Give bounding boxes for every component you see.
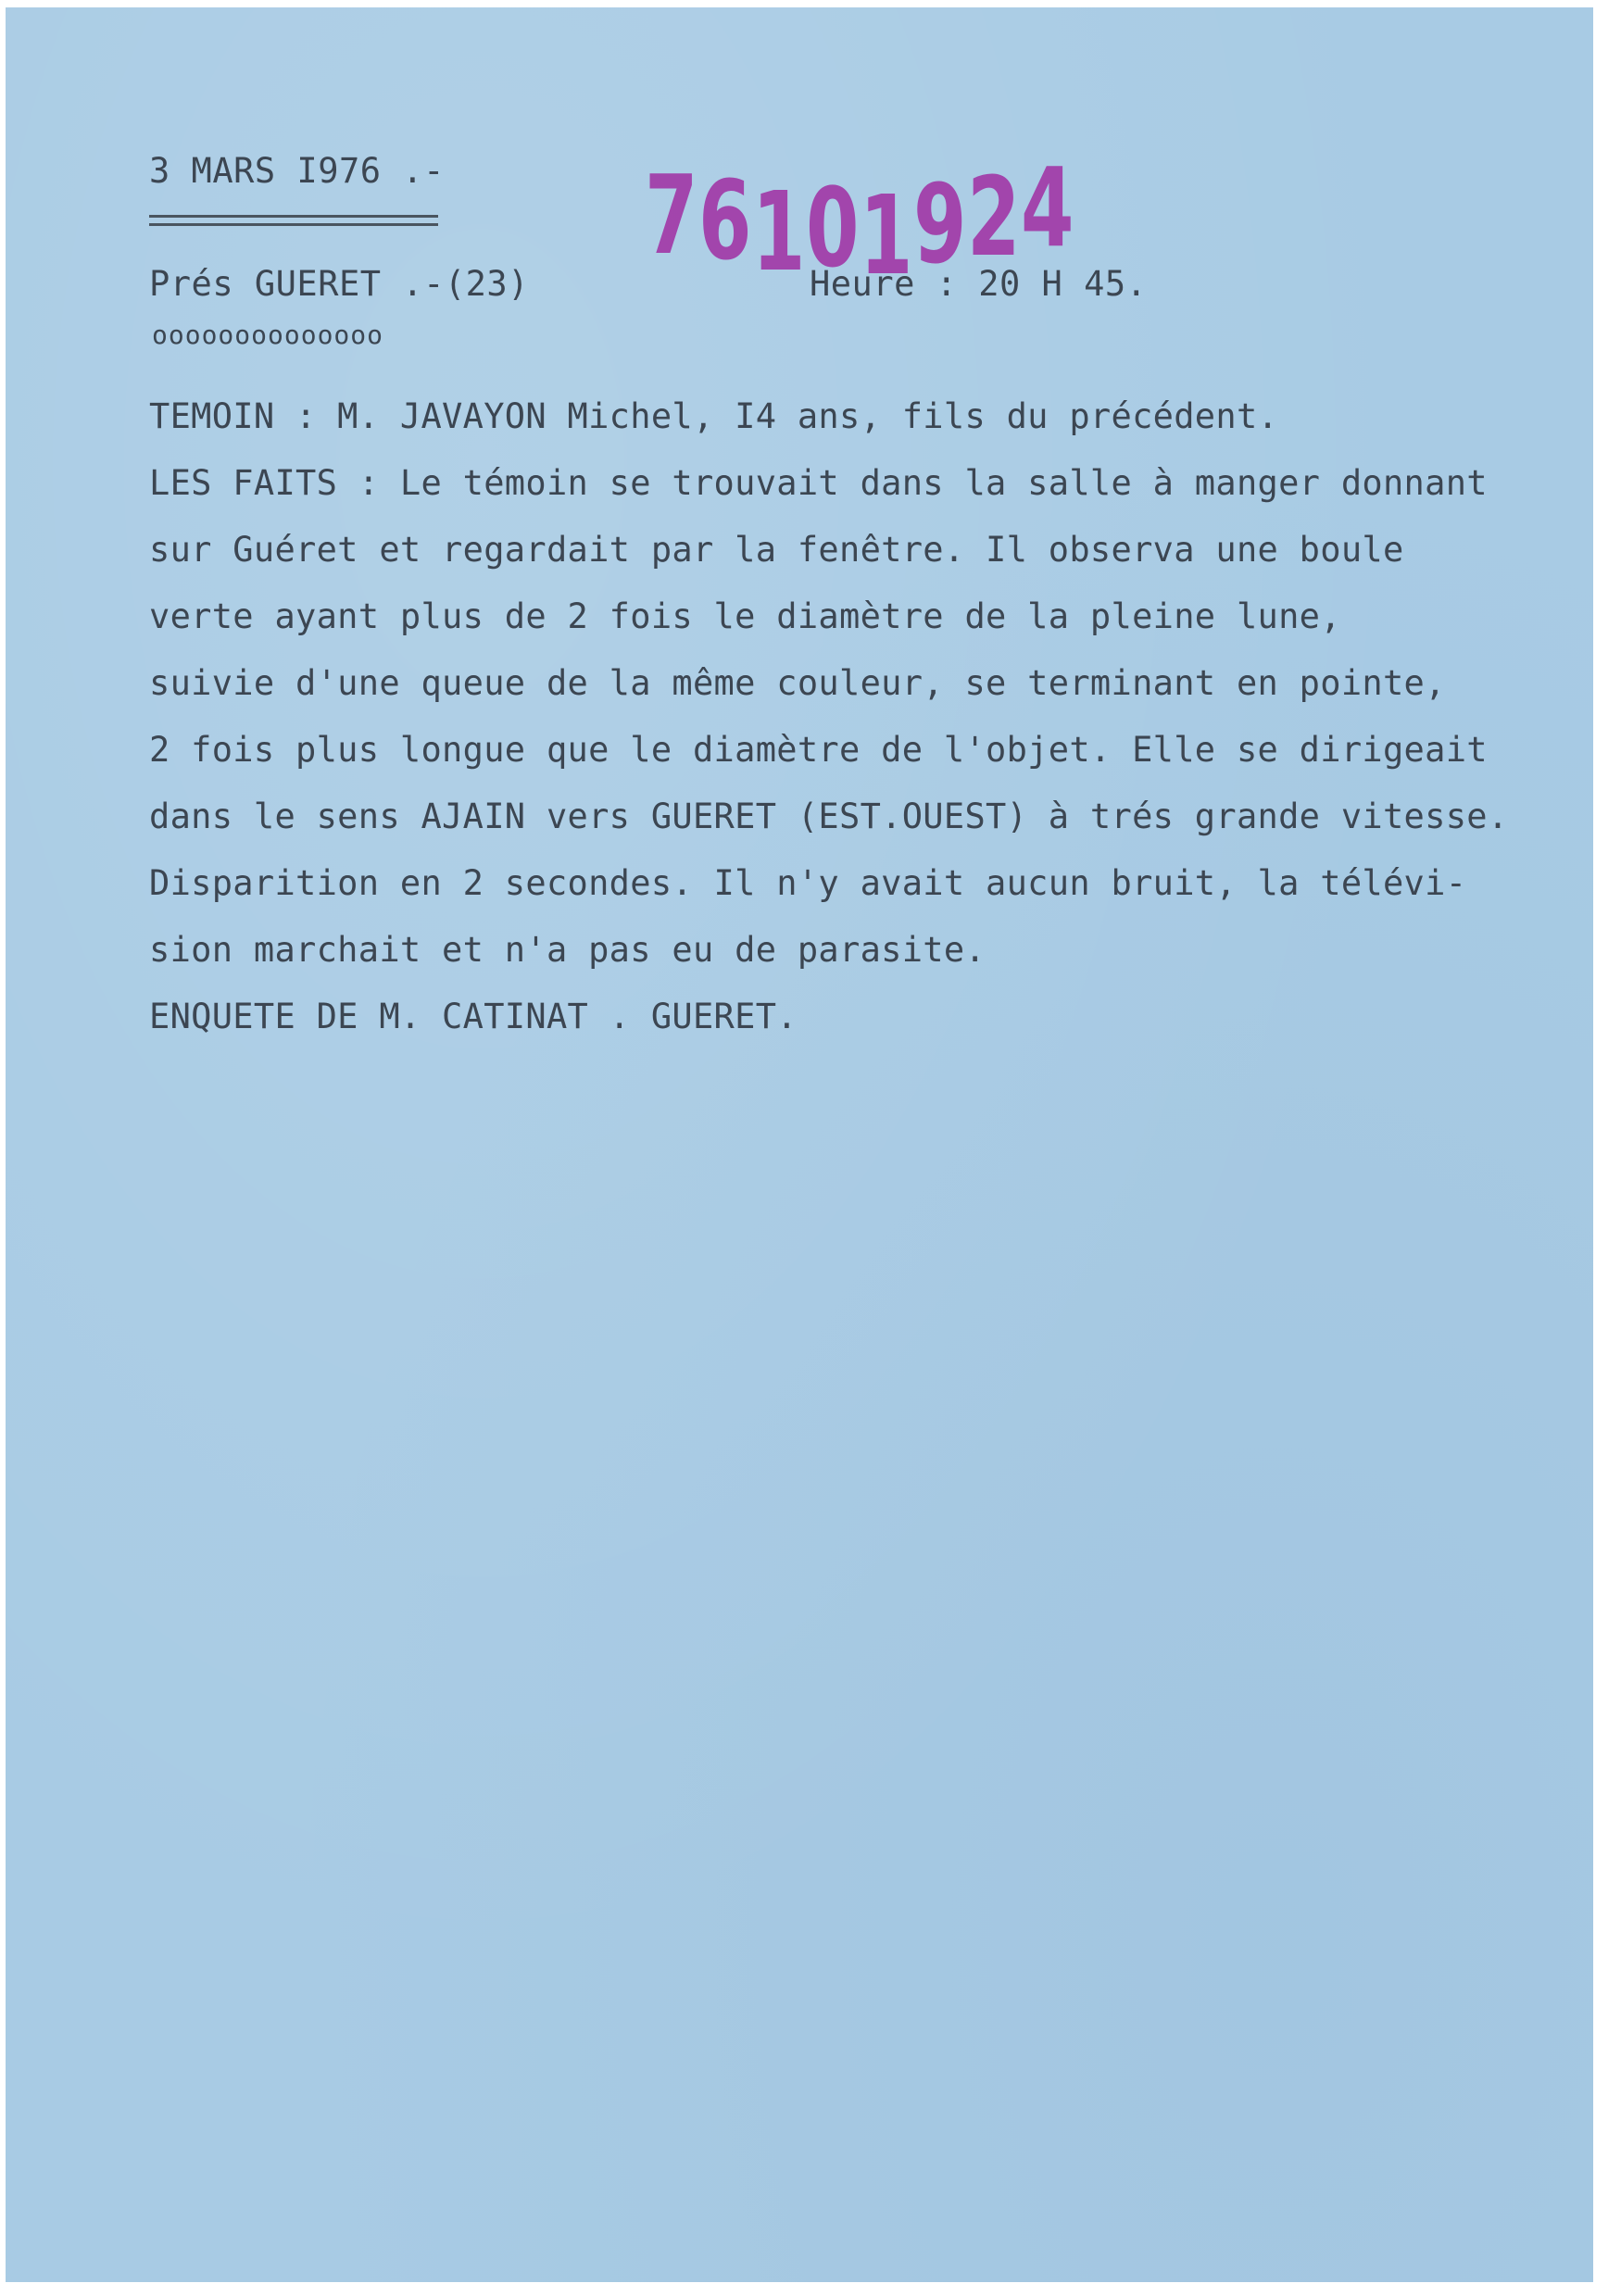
report-time: Heure : 20 H 45. [810,264,1148,304]
stamp-digit: 6 [698,157,752,284]
stamp-digit: 1 [752,168,806,295]
stamp-digit: 0 [806,164,860,292]
body-line: sion marchait et n'a pas eu de parasite. [149,930,986,970]
stamp-digit: 4 [1021,144,1074,271]
document-sheet [6,7,1593,2282]
body-line: dans le sens AJAIN vers GUERET (EST.OUEST) à trés grande vitesse. [149,797,1509,836]
stamp-digit: 9 [913,160,967,288]
investigation-line: ENQUETE DE M. CATINAT . GUERET. [149,997,798,1036]
stamp-digit: 7 [645,151,698,279]
stamp-digit: 1 [860,171,913,299]
stamp-digit: 2 [967,153,1021,281]
body-line: Disparition en 2 secondes. Il n'y avait aucun bruit, la télévi- [149,863,1467,903]
witness-line: TEMOIN : M. JAVAYON Michel, I4 ans, fils du précédent. [149,396,1279,436]
body-line: 2 fois plus longue que le diamètre de l'objet. Elle se dirigeait [149,730,1488,770]
report-place: Prés GUERET .-(23) [149,264,529,304]
body-line: LES FAITS : Le témoin se trouvait dans la salle à manger donnant [149,463,1488,503]
double-underline [149,215,438,226]
report-date: 3 MARS I976 .- [149,151,445,191]
circle-separator: oooooooooooooo [152,320,384,350]
body-line: sur Guéret et regardait par la fenêtre. Il observa une boule [149,530,1404,570]
body-line: verte ayant plus de 2 fois le diamètre de la pleine lune, [149,596,1341,636]
body-line: suivie d'une queue de la même couleur, se terminant en pointe, [149,663,1446,703]
